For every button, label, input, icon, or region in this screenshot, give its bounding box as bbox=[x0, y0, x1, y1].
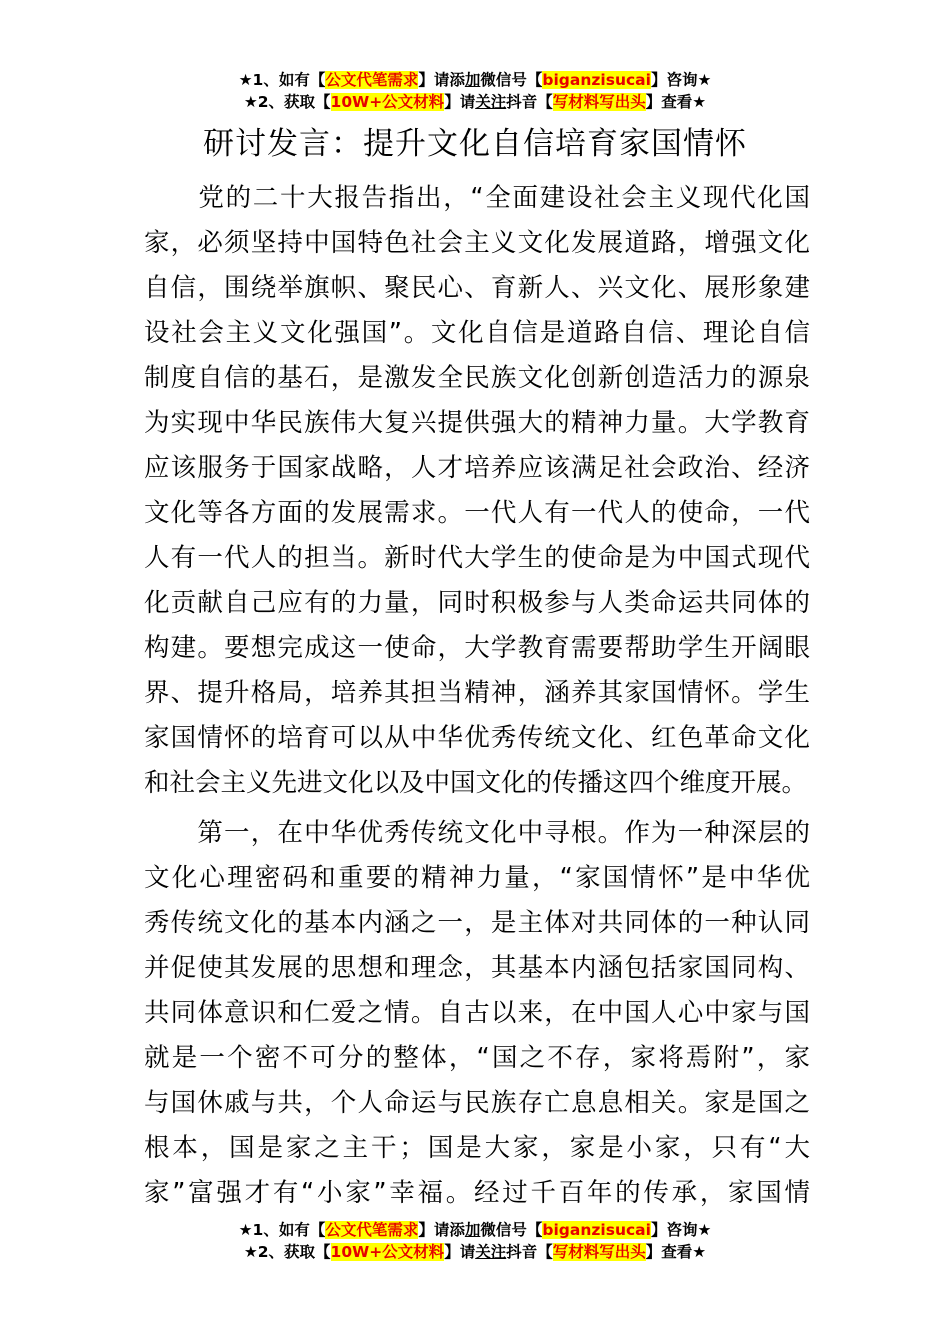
paragraph-line: 界、提升格局，培养其担当精神，涵养其家国情怀。学生 bbox=[144, 678, 810, 708]
banner-line-2 bbox=[0, 91, 950, 113]
paragraph-line: 化贡献自己应有的力量，同时积极参与人类命运共同体的 bbox=[144, 588, 810, 618]
banner-line-1 bbox=[0, 69, 950, 91]
paragraph-line: 家，必须坚持中国特色社会主义文化发展道路，增强文化 bbox=[144, 228, 810, 258]
paragraph-line: 为实现中华民族伟大复兴提供强大的精神力量。大学教育 bbox=[144, 408, 810, 438]
paragraph-line: 家”富强才有“小家”幸福。经过千百年的传承，家国情 bbox=[144, 1178, 810, 1208]
banner-highlight: 公文代笔需求 bbox=[325, 1221, 419, 1239]
banner-text: 抖音【 bbox=[506, 93, 553, 111]
banner-highlight: 写材料写出头 bbox=[552, 1243, 646, 1261]
banner-text: ★1、如有【 bbox=[238, 1221, 326, 1239]
paragraph-line: 并促使其发展的思想和理念，其基本内涵包括家国同构、 bbox=[144, 953, 810, 983]
banner-highlight: biganzisucai bbox=[542, 71, 651, 89]
paragraph-line: 秀传统文化的基本内涵之一，是主体对共同体的一种认同 bbox=[144, 908, 810, 938]
banner-text: 微信号【 bbox=[480, 1221, 543, 1239]
banner-underlined-text: 关注 bbox=[475, 1243, 507, 1261]
paragraph-line: 家国情怀的培育可以从中华优秀传统文化、红色革命文化 bbox=[144, 723, 810, 753]
banner-text: 】请 bbox=[444, 93, 476, 111]
banner-highlight: 公文代笔需求 bbox=[325, 71, 419, 89]
banner-text: 】请 bbox=[444, 1243, 476, 1261]
paragraph-line: 人有一代人的担当。新时代大学生的使命是为中国式现代 bbox=[144, 543, 810, 573]
paragraph-line: 文化等各方面的发展需求。一代人有一代人的使命，一代 bbox=[144, 498, 810, 528]
footer-banner bbox=[0, 1219, 950, 1263]
banner-line-2 bbox=[0, 1241, 950, 1263]
paragraph-line: 根本，国是家之主干；国是大家，家是小家，只有“大 bbox=[144, 1133, 810, 1163]
paragraph-line: 制度自信的基石，是激发全民族文化创新创造活力的源泉 bbox=[144, 363, 810, 393]
banner-underlined-text: 加 bbox=[464, 71, 481, 89]
banner-text: 】查看★ bbox=[645, 1243, 707, 1261]
banner-text: ★2、获取【 bbox=[243, 1243, 331, 1261]
paragraph-line: 共同体意识和仁爱之情。自古以来，在中国人心中家与国 bbox=[144, 998, 810, 1028]
paragraph bbox=[144, 811, 810, 1216]
paragraph-line: 和社会主义先进文化以及中国文化的传播这四个维度开展。 bbox=[144, 768, 808, 798]
paragraph-line: 构建。要想完成这一使命，大学教育需要帮助学生开阔眼 bbox=[144, 633, 810, 663]
banner-text: 】请添 bbox=[418, 71, 465, 89]
banner-highlight: 10W+公文材料 bbox=[330, 1243, 445, 1261]
banner-underlined-text: 加 bbox=[464, 1221, 481, 1239]
paragraph bbox=[144, 176, 810, 806]
paragraph-line: 文化心理密码和重要的精神力量，“家国情怀”是中华优 bbox=[144, 863, 810, 893]
paragraph-line: 党的二十大报告指出，“全面建设社会主义现代化国 bbox=[144, 183, 810, 213]
banner-highlight: biganzisucai bbox=[542, 1221, 651, 1239]
banner-text: 】咨询★ bbox=[650, 71, 712, 89]
paragraph-line: 自信，围绕举旗帜、聚民心、育新人、兴文化、展形象建 bbox=[144, 273, 810, 303]
paragraph-line: 与国休戚与共，个人命运与民族存亡息息相关。家是国之 bbox=[144, 1088, 810, 1118]
banner-highlight: 写材料写出头 bbox=[552, 93, 646, 111]
banner-highlight: 10W+公文材料 bbox=[330, 93, 445, 111]
banner-underlined-text: 关注 bbox=[475, 93, 507, 111]
banner-text: 微信号【 bbox=[480, 71, 543, 89]
paragraph-line: 应该服务于国家战略，人才培养应该满足社会政治、经济 bbox=[144, 453, 810, 483]
paragraph-line: 就是一个密不可分的整体，“国之不存，家将焉附”，家 bbox=[144, 1043, 810, 1073]
banner-text: 抖音【 bbox=[506, 1243, 553, 1261]
banner-text: 】咨询★ bbox=[650, 1221, 712, 1239]
banner-text: 】请添 bbox=[418, 1221, 465, 1239]
paragraph-line: 设社会主义文化强国”。文化自信是道路自信、理论自信 bbox=[144, 318, 810, 348]
banner-text: 】查看★ bbox=[645, 93, 707, 111]
banner-text: ★2、获取【 bbox=[243, 93, 331, 111]
header-banner bbox=[0, 69, 950, 113]
paragraph-line: 第一，在中华优秀传统文化中寻根。作为一种深层的 bbox=[144, 818, 810, 848]
document-body bbox=[144, 176, 810, 1216]
banner-line-1 bbox=[0, 1219, 950, 1241]
document-title: 研讨发言：提升文化自信培育家国情怀 bbox=[203, 126, 747, 162]
banner-text: ★1、如有【 bbox=[238, 71, 326, 89]
